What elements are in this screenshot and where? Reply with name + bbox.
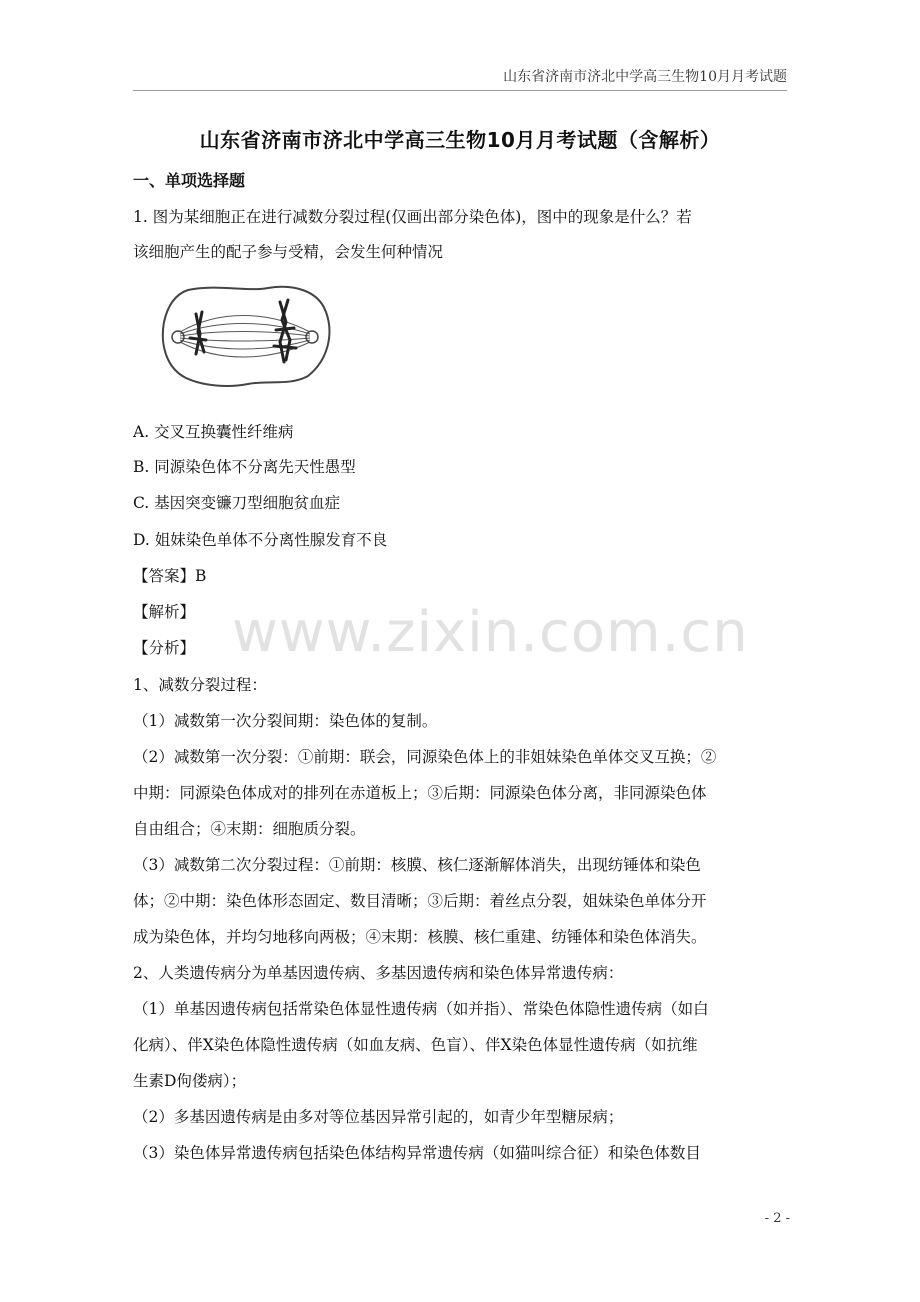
cell-division-figure <box>158 282 334 390</box>
option-c: C. 基因突变镰刀型细胞贫血症 <box>133 494 341 512</box>
page-number: - 2 - <box>764 1211 790 1226</box>
body-line: （1）减数第一次分裂间期：染色体的复制。 <box>133 712 438 730</box>
body-line: 中期：同源染色体成对的排列在赤道板上；③后期：同源染色体分离，非同源染色体 <box>133 784 707 802</box>
body-line: （2）减数第一次分裂：①前期：联会，同源染色体上的非姐妹染色单体交叉互换；② <box>133 748 717 766</box>
left-centrosome <box>172 331 184 343</box>
body-line: （2）多基因遗传病是由多对等位基因异常引起的，如青少年型糖尿病； <box>133 1108 624 1126</box>
cell-membrane <box>163 287 330 386</box>
document-title: 山东省济南市济北中学高三生物10月月考试题（含解析） <box>199 128 721 152</box>
option-b: B. 同源染色体不分离先天性愚型 <box>133 458 356 476</box>
body-line: 生素D佝偻病）； <box>133 1072 247 1090</box>
fenxi-label: 【分析】 <box>133 639 196 657</box>
header-divider <box>133 90 787 91</box>
body-line: 1、减数分裂过程： <box>133 676 267 694</box>
question-text-line-2: 该细胞产生的配子参与受精，会发生何种情况 <box>133 243 444 261</box>
body-line: （3）减数第二次分裂过程：①前期：核膜、核仁逐渐解体消失，出现纺锤体和染色 <box>133 856 701 874</box>
option-d: D. 姐妹染色单体不分离性腺发育不良 <box>133 531 388 549</box>
body-line: 成为染色体，并均匀地移向两极；④末期：核膜、核仁重建、纺锤体和染色体消失。 <box>133 928 707 946</box>
right-centrosome <box>306 331 318 343</box>
right-chromosomes <box>274 300 296 362</box>
question-text-line-1: 1. 图为某细胞正在进行减数分裂过程(仅画出部分染色体)，图中的现象是什么？若 <box>133 208 692 226</box>
body-line: 自由组合；④末期：细胞质分裂。 <box>133 820 366 838</box>
body-line: （3）染色体异常遗传病包括染色体结构异常遗传病（如猫叫综合征）和染色体数目 <box>133 1144 701 1162</box>
body-line: 体；②中期：染色体形态固定、数目清晰；③后期：着丝点分裂，姐妹染色单体分开 <box>133 892 707 910</box>
section-heading: 一、单项选择题 <box>133 171 246 190</box>
watermark: www.zixin.com.cn <box>232 600 749 665</box>
body-line: 化病）、伴X染色体隐性遗传病（如血友病、色盲）、伴X染色体显性遗传病（如抗维 <box>133 1036 698 1054</box>
running-header: 山东省济南市济北中学高三生物10月月考试题 <box>503 69 787 85</box>
body-line: （1）单基因遗传病包括常染色体显性遗传病（如并指）、常染色体隐性遗传病（如白 <box>133 1000 709 1018</box>
option-a: A. 交叉互换囊性纤维病 <box>133 423 294 441</box>
answer-line: 【答案】B <box>133 567 207 585</box>
body-line: 2、人类遗传病分为单基因遗传病、多基因遗传病和染色体异常遗传病： <box>133 964 624 982</box>
analysis-label: 【解析】 <box>133 603 196 621</box>
